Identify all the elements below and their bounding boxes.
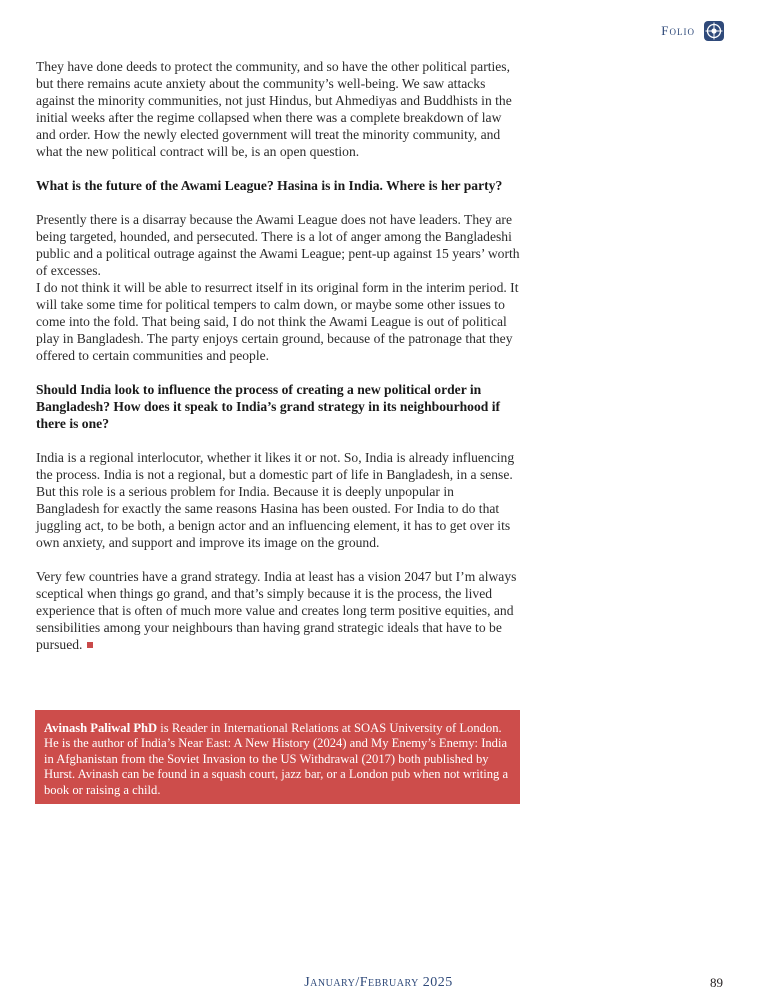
paragraph-disarray: Presently there is a disarray because the Awami League does not have leaders. They are being targeted, hounded, and persecuted. There is a lot of anger among the Bangladeshi public and a political outrage against the Awami League; pent-up against 15 years’ worth of excesses.: [36, 212, 520, 278]
issue-date: January/February 2025: [304, 975, 453, 990]
author-bio: [44, 721, 510, 798]
end-of-article-mark: [87, 642, 93, 648]
paragraph-grand-strategy: Very few countries have a grand strategy. India at least has a vision 2047 but I’m always sceptical when things go grand, and that’s simply because it is the process, the lived experience that is often of much more value and creates long term positive equities, and sensibilities among your neighbours than having grand strategic ideals that have to be pursued.: [36, 569, 517, 652]
paragraph-regional-interlocutor: India is a regional interlocutor, whether it likes it or not. So, India is already influencing the process. India is not a regional, but a domestic part of life in Bangladesh, in a sense. But this role is a serious problem for India. Because it is deeply unpopular in Bangladesh for exactly the same reasons Hasina has been ousted. For India to do that juggling act, to be both, a benign actor and an influencing element, it has to get over its own anxiety, and support and improve its image on the ground.: [36, 450, 515, 550]
question-awami-league: What is the future of the Awami League? Hasina is in India. Where is her party?: [36, 178, 503, 193]
author-name: Avinash Paliwal PhD: [44, 721, 158, 735]
page-header: [661, 20, 725, 42]
paragraph-minority-anxiety: They have done deeds to protect the community, and so have the other political parties, but there remains acute anxiety about the community’s well-being. We saw attacks against the minority communities, not just Hindus, but Ahmediyas and Buddhists in the initial weeks after the regime collapsed when there was a complete breakdown of law and order. How the newly elected government will treat the minority community, and what the new political contract will be, is an open question.: [36, 59, 512, 159]
section-label: Folio: [661, 23, 695, 38]
compass-emblem-icon: [703, 20, 725, 42]
author-bio-box: [35, 710, 520, 804]
article-body: [36, 58, 520, 653]
question-india-influence: Should India look to influence the process of creating a new political order in Bangladesh? How does it speak to India’s grand strategy in its neighbourhood if there is one?: [36, 382, 501, 431]
author-bio-text: is Reader in International Relations at SOAS University of London. He is the author of India’s Near East: A New History (2024) and My Enemy’s Enemy: India in Afghanistan from the Soviet Invasion to the US Withdrawal (2017) both published by Hurst. Avinash can be found in a squash court, jazz bar, or a London pub when not writing a book or raising a child.: [44, 721, 509, 797]
page-number: 89: [710, 975, 723, 990]
paragraph-resurrect: I do not think it will be able to resurrect itself in its original form in the interim period. It will take some time for political tempers to calm down, or maybe some other issues to come into the fold. That being said, I do not think the Awami League is out of political play in Bangladesh. The party enjoys certain ground, because of the patronage that they offered to certain communities and people.: [36, 280, 519, 363]
